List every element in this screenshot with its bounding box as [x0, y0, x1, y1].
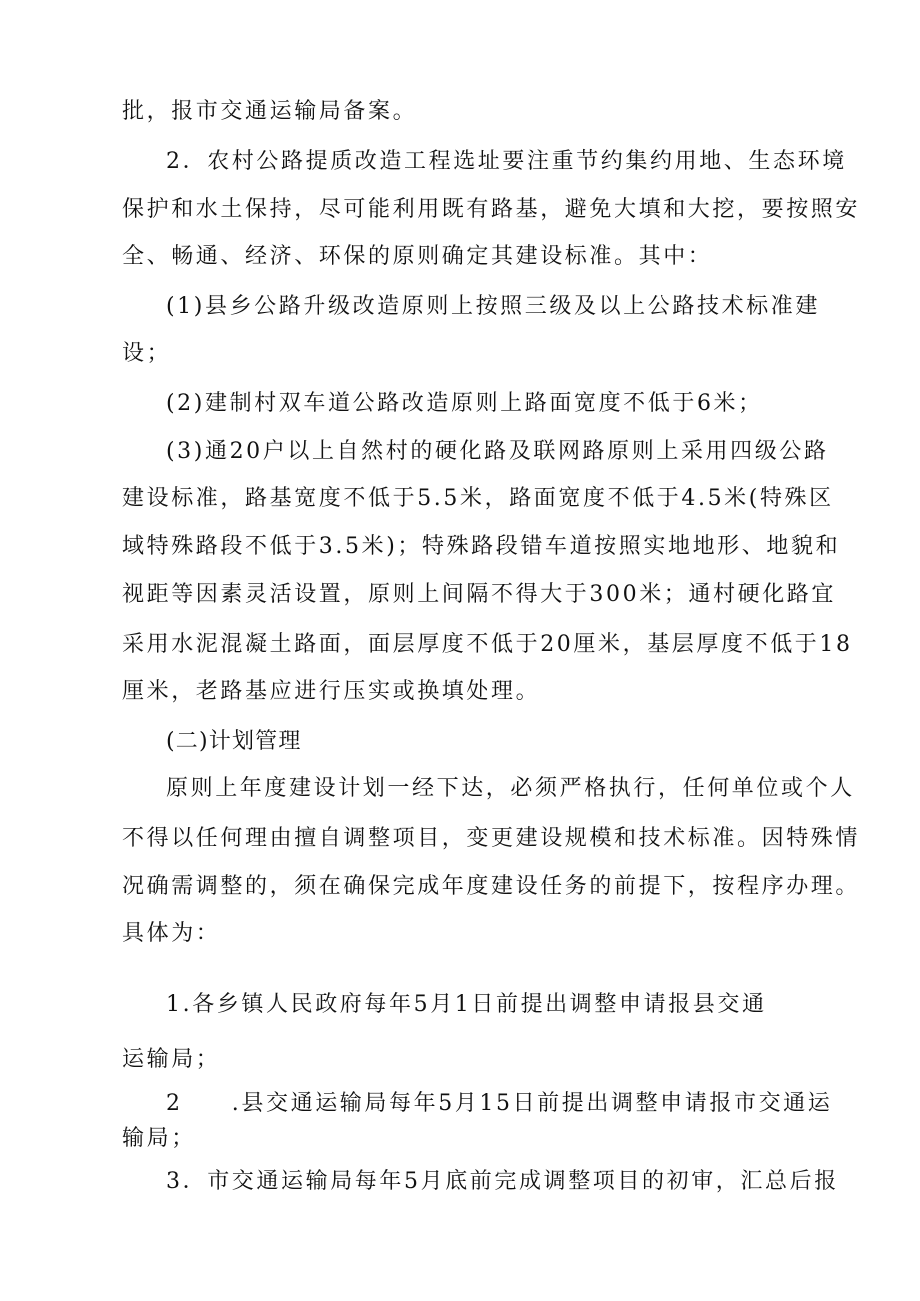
section-heading: (二)计划管理	[166, 729, 302, 754]
paragraph-line: 保护和水土保持，尽可能利用既有路基，避免大填和大挖，要按照安	[122, 197, 861, 222]
paragraph-line: 厘米，老路基应进行压实或换填处理。	[122, 679, 541, 704]
paragraph-line: 2 .县交通运输局每年5月15日前提出调整申请报市交通运	[166, 1091, 833, 1116]
paragraph-line: 设；	[122, 341, 172, 366]
paragraph-line: 采用水泥混凝土路面，面层厚度不低于20厘米，基层厚度不低于18	[122, 632, 853, 657]
paragraph-line: 视距等因素灵活设置，原则上间隔不得大于300米；通村硬化路宜	[122, 582, 836, 607]
paragraph-line: 域特殊路段不低于3.5米)；特殊路段错车道按照实地地形、地貌和	[122, 534, 841, 559]
paragraph-line: 2．农村公路提质改造工程选址要注重节约集约用地、生态环境	[166, 149, 847, 174]
paragraph-line: 输局；	[122, 1126, 196, 1151]
paragraph-line: 不得以任何理由擅自调整项目，变更建设规模和技术标准。因特殊情	[122, 826, 861, 851]
paragraph-line: 原则上年度建设计划一经下达，必须严格执行，任何单位或个人	[166, 776, 855, 801]
paragraph-line: (1)县乡公路升级改造原则上按照三级及以上公路技术标准建	[166, 294, 820, 319]
paragraph-line: 具体为：	[122, 921, 221, 946]
paragraph-line: 批，报市交通运输局备案。	[122, 99, 418, 124]
paragraph-line: 3．市交通运输局每年5月底前完成调整项目的初审，汇总后报	[166, 1169, 839, 1194]
paragraph-line: (2)建制村双车道公路改造原则上路面宽度不低于6米；	[166, 391, 763, 416]
paragraph-line: 1.各乡镇人民政府每年5月1日前提出调整申请报县交通	[166, 992, 767, 1017]
paragraph-line: 况确需调整的，须在确保完成年度建设任务的前提下，按程序办理。	[122, 874, 861, 899]
paragraph-line: 运输局；	[122, 1047, 221, 1072]
paragraph-line: 全、畅通、经济、环保的原则确定其建设标准。其中：	[122, 244, 713, 269]
paragraph-line: 建设标准，路基宽度不低于5.5米，路面宽度不低于4.5米(特殊区	[122, 486, 834, 511]
paragraph-line: (3)通20户以上自然村的硬化路及联网路原则上采用四级公路	[166, 439, 829, 464]
